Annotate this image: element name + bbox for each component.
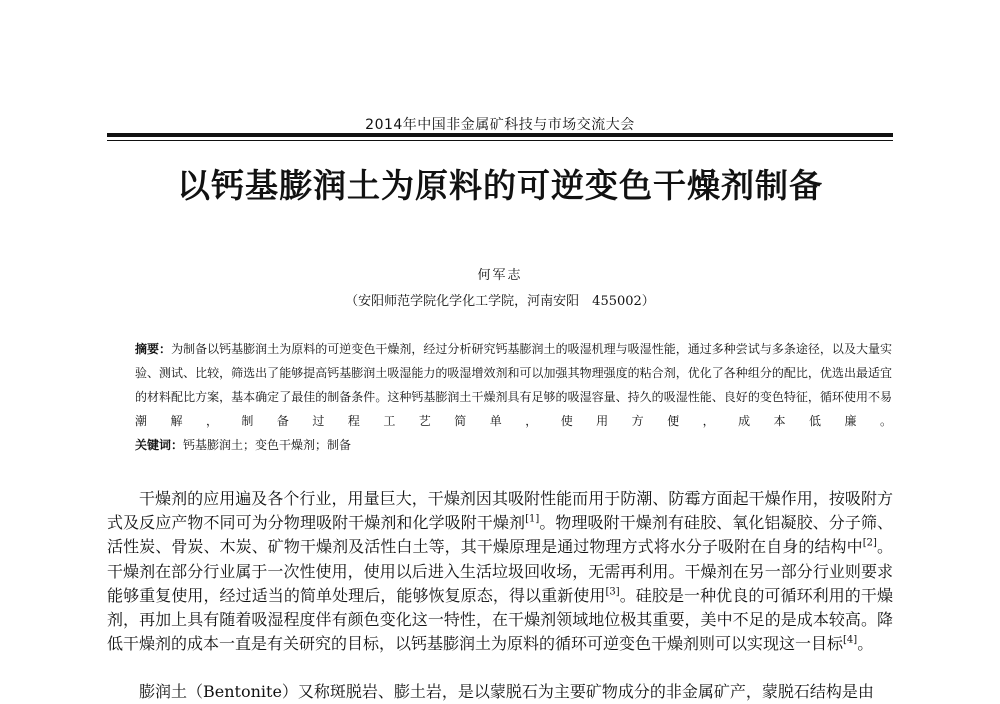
abstract [135,337,892,433]
paragraph-text: 。干燥剂在部分行业属于一次性使用，使用以后进入生活垃圾回收场，无需再利用。干燥剂在另一部分行业则要求能够重复使用，经过适当的简单处理后，能够恢复原态，得以重新使用 [107,537,893,605]
keywords [135,433,892,457]
author-affiliation: （安阳师范学院化学化工学院，河南安阳 455002） [345,294,655,309]
body-paragraph-1 [107,487,893,656]
paragraph-text: 。 [857,634,874,654]
author-name: 何军志 [477,268,523,283]
citation-ref: [1] [525,513,540,525]
citation-ref: [4] [843,634,858,646]
keywords-label: 关键词： [135,438,184,452]
citation-ref: [3] [605,586,620,598]
conference-header: 2014年中国非金属矿科技与市场交流大会 [365,117,635,133]
header-rule-thin [107,140,893,141]
paper-title: 以钙基膨润土为原料的可逆变色干燥剂制备 [177,166,823,205]
keywords-text: 钙基膨润土；变色干燥剂；制备 [183,438,352,452]
header-rule-thick [107,133,893,137]
paragraph-text: 干燥剂的应用遍及各个行业，用量巨大，干燥剂因其吸附性能而用于防潮、防霉方面起干燥作用，按吸附方式及反应产物不同可为分物理吸附干燥剂和化学吸附干燥剂 [107,489,893,533]
body-paragraph-2: 膨润土（Bentonite）又称斑脱岩、膨土岩，是以蒙脱石为主要矿物成分的非金属矿产，蒙脱石结构是由 [139,682,874,701]
paragraph-text: 。物理吸附干燥剂有硅胶、氧化铝凝胶、分子筛、活性炭、骨炭、木炭、矿物干燥剂及活性白土等，其干燥原理是通过物理方式将水分子吸附在自身的结构中 [107,513,893,557]
citation-ref: [2] [862,538,877,550]
paragraph-text: 。硅胶是一种优良的可循环利用的干燥剂，再加上具有随着吸湿程度伴有颜色变化这一特性，在干燥剂领域地位极其重要，美中不足的是成本较高。降低干燥剂的成本一直是有关研究的目标，以钙基膨润土为原料的循环可逆变色干燥剂则可以实现这一目标 [107,585,893,654]
abstract-label: 摘要： [135,342,172,356]
abstract-text: 为制备以钙基膨润土为原料的可逆变色干燥剂，经过分析研究钙基膨润土的吸湿机理与吸湿性能，通过多种尝试与多条途径，以及大量实验、测试、比较，筛选出了能够提高钙基膨润土吸湿能力的吸湿增效剂和可以加强其物理强度的粘合剂，优化了各种组分的配比，优选出最适宜的材料配比方案，基本确定了最佳的制备条件。这种钙基膨润土干燥剂具有足够的吸湿容量、持久的吸湿性能、良好的变色特征，循环使用不易潮解，制备过程工艺简单，使用方便，成本低廉。 [135,342,892,428]
